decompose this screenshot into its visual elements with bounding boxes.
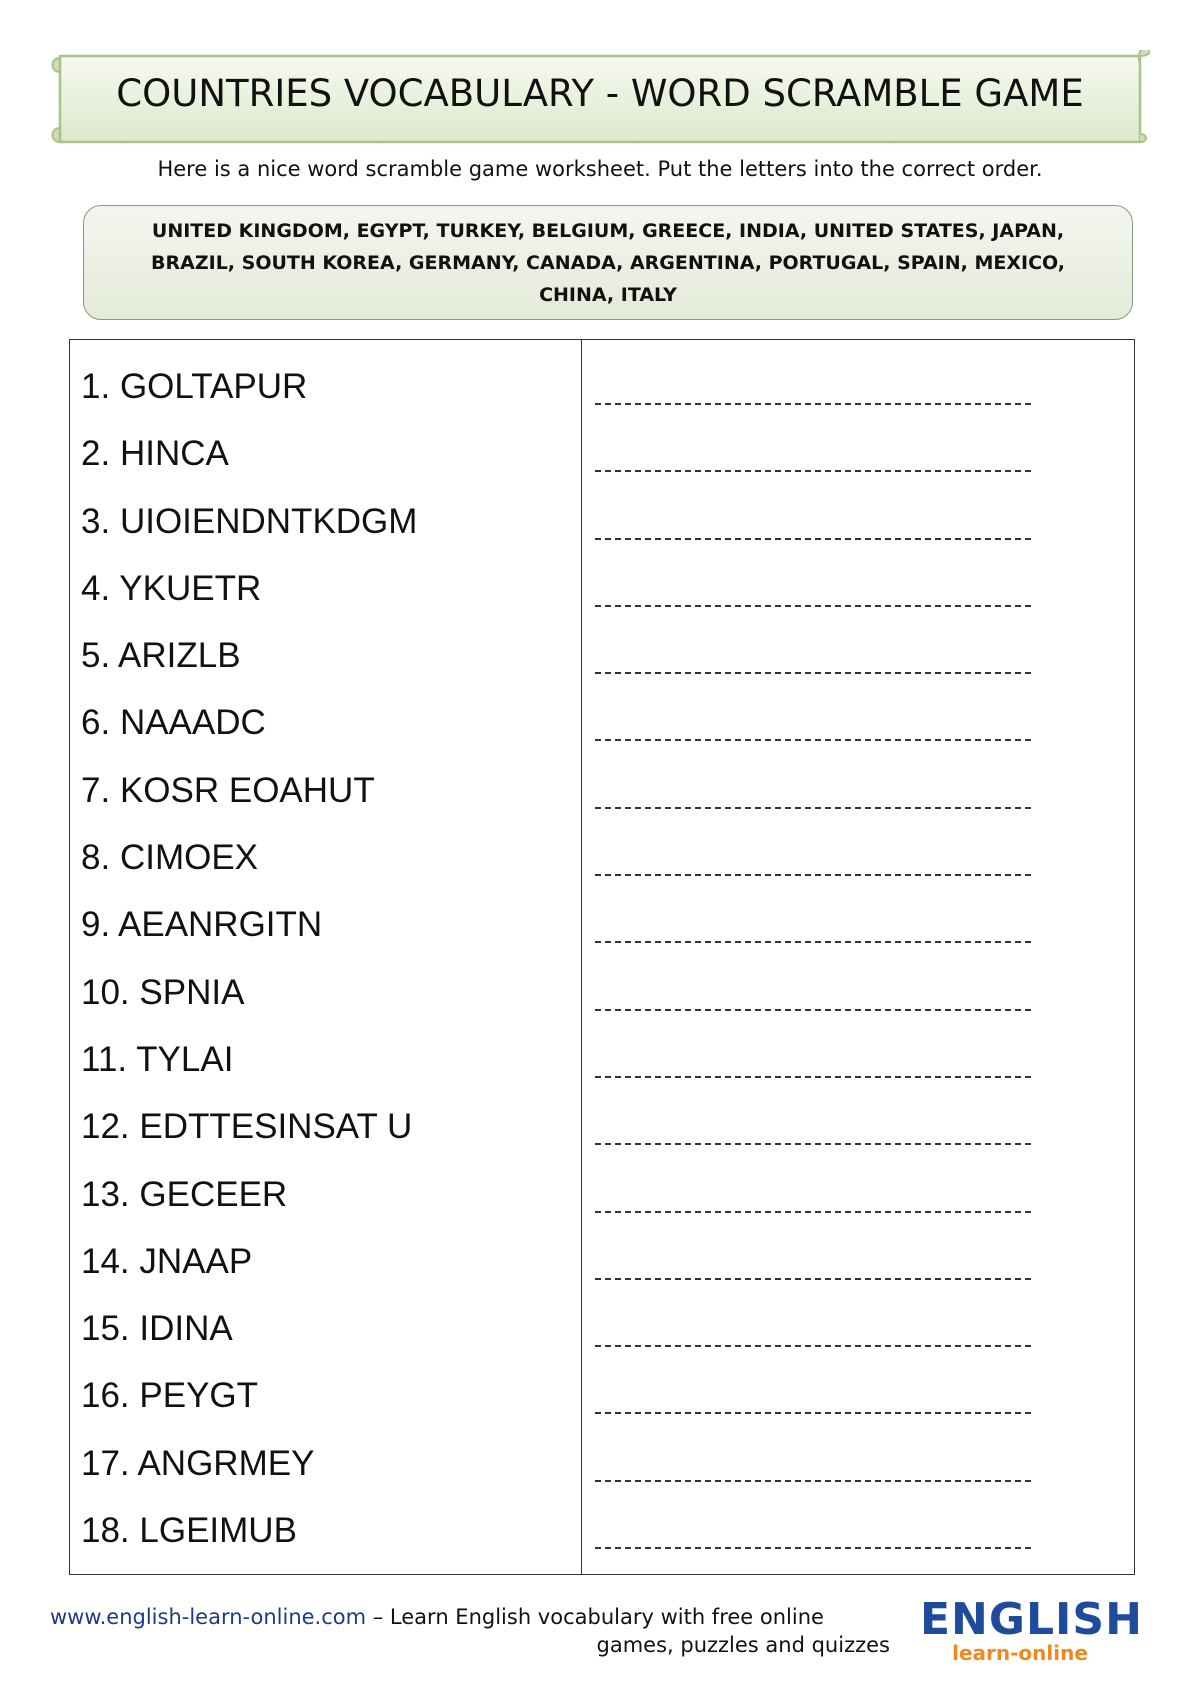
scrambled-letters: GOLTAPUR xyxy=(119,367,308,406)
puzzle-row xyxy=(70,1099,1134,1166)
puzzle-number: 14. xyxy=(81,1241,130,1281)
answer-blank[interactable] xyxy=(595,1301,1031,1347)
footer-tagline-1: – Learn English vocabulary with free online xyxy=(366,1605,824,1629)
scrambled-word xyxy=(81,1242,252,1282)
scrambled-letters: IDINA xyxy=(139,1309,233,1349)
puzzle-row xyxy=(70,1167,1134,1234)
puzzle-row xyxy=(70,1301,1134,1368)
scrambled-word xyxy=(81,1107,412,1147)
scrambled-letters: LGEIMUB xyxy=(139,1511,297,1551)
puzzle-number: 5. xyxy=(81,636,111,676)
footer-text xyxy=(50,1603,890,1659)
scrambled-letters: HINCA xyxy=(119,434,229,474)
answer-blank[interactable] xyxy=(595,1503,1031,1549)
scrambled-letters: CIMOEX xyxy=(119,838,259,878)
answer-blank[interactable] xyxy=(595,1032,1031,1078)
puzzle-number: 3. xyxy=(81,501,111,541)
puzzle-number: 1. xyxy=(81,367,111,406)
puzzle-number: 17. xyxy=(81,1443,130,1483)
scrambled-letters: PEYGT xyxy=(139,1376,259,1416)
scrambled-letters: ARIZLB xyxy=(118,636,241,676)
answer-blank[interactable] xyxy=(595,1167,1031,1213)
answer-blank[interactable] xyxy=(595,763,1031,809)
scrambled-letters: JNAAP xyxy=(139,1241,253,1281)
answer-blank[interactable] xyxy=(595,359,1031,405)
answer-blank[interactable] xyxy=(595,965,1031,1011)
puzzle-row xyxy=(70,426,1134,493)
logo-main-text: ENGLISH xyxy=(920,1594,1143,1645)
scrambled-letters: UIOIENDNTKDGM xyxy=(119,501,418,541)
answer-blank[interactable] xyxy=(595,494,1031,540)
scrambled-letters: AEANRGITN xyxy=(118,905,323,945)
puzzle-row xyxy=(70,830,1134,897)
word-bank-text: UNITED KINGDOM, EGYPT, TURKEY, BELGIUM, GREECE, INDIA, UNITED STATES, JAPAN, BRAZIL, SOUTH KOREA, GERMANY, CANADA, ARGENTINA, PORTUGAL, SPAIN, MEXICO, CHINA, ITALY xyxy=(151,219,1065,306)
puzzle-number: 18. xyxy=(81,1511,130,1551)
scrambled-word xyxy=(81,973,244,1013)
scrambled-word xyxy=(81,1309,233,1349)
word-bank-box xyxy=(83,205,1133,320)
scrambled-word xyxy=(81,1175,287,1215)
scrambled-word xyxy=(81,1444,314,1484)
scrambled-word xyxy=(81,636,241,676)
puzzle-number: 11. xyxy=(81,1039,128,1079)
scrambled-letters: ANGRMEY xyxy=(137,1443,315,1483)
puzzle-number: 8. xyxy=(81,838,111,878)
scrambled-word xyxy=(81,367,307,407)
scrambled-letters: SPNIA xyxy=(139,972,245,1012)
puzzle-row xyxy=(70,763,1134,830)
title-banner xyxy=(50,50,1150,150)
answer-blank[interactable] xyxy=(595,695,1031,741)
scrambled-word xyxy=(81,771,375,811)
scrambled-word xyxy=(81,434,229,474)
answer-blank[interactable] xyxy=(595,561,1031,607)
scrambled-letters: TYLAI xyxy=(136,1039,234,1079)
puzzle-row xyxy=(70,1032,1134,1099)
puzzle-row xyxy=(70,1503,1134,1570)
puzzle-table xyxy=(69,339,1135,1575)
puzzle-number: 16. xyxy=(81,1376,130,1416)
scrambled-word xyxy=(81,905,322,945)
puzzle-number: 12. xyxy=(81,1107,130,1147)
scrambled-letters: EDTTESINSAT U xyxy=(139,1107,413,1147)
scrambled-word xyxy=(81,1376,258,1416)
answer-blank[interactable] xyxy=(595,830,1031,876)
puzzle-number: 13. xyxy=(81,1174,130,1214)
scrambled-letters: YKUETR xyxy=(119,568,262,608)
answer-blank[interactable] xyxy=(595,1099,1031,1145)
scrambled-letters: NAAADC xyxy=(119,703,266,743)
answer-blank[interactable] xyxy=(595,628,1031,674)
scrambled-word xyxy=(81,1511,297,1551)
puzzle-row xyxy=(70,494,1134,561)
puzzle-row xyxy=(70,1368,1134,1435)
puzzle-number: 15. xyxy=(81,1309,130,1349)
scrambled-letters: KOSR EOAHUT xyxy=(119,770,375,810)
puzzle-row xyxy=(70,628,1134,695)
answer-blank[interactable] xyxy=(595,426,1031,472)
puzzle-number: 7. xyxy=(81,770,111,810)
puzzle-row xyxy=(70,897,1134,964)
scrambled-word xyxy=(81,838,258,878)
answer-blank[interactable] xyxy=(595,1436,1031,1482)
instructions-text: Here is a nice word scramble game worksheet. Put the letters into the correct order. xyxy=(157,157,1043,181)
page-title: COUNTRIES VOCABULARY - WORD SCRAMBLE GAME xyxy=(116,72,1084,115)
puzzle-row xyxy=(70,561,1134,628)
puzzle-number: 4. xyxy=(81,568,111,608)
puzzle-row xyxy=(70,965,1134,1032)
puzzle-number: 10. xyxy=(81,972,130,1012)
puzzle-row xyxy=(70,1234,1134,1301)
puzzle-row xyxy=(70,359,1134,426)
footer-url-link[interactable]: www.english-learn-online.com xyxy=(50,1605,367,1629)
scrambled-word xyxy=(81,502,417,542)
puzzle-number: 6. xyxy=(81,703,111,743)
puzzle-number: 9. xyxy=(81,905,111,945)
logo-sub-text: learn-online xyxy=(952,1641,1088,1665)
answer-blank[interactable] xyxy=(595,897,1031,943)
scrambled-letters: GECEER xyxy=(139,1174,288,1214)
answer-blank[interactable] xyxy=(595,1368,1031,1414)
puzzle-number: 2. xyxy=(81,434,111,474)
footer-tagline-2: games, puzzles and quizzes xyxy=(596,1633,890,1657)
puzzle-rows xyxy=(70,359,1134,1570)
puzzle-row xyxy=(70,1436,1134,1503)
site-logo xyxy=(920,1594,1143,1668)
scrambled-word xyxy=(81,703,266,743)
puzzle-row xyxy=(70,695,1134,762)
scrambled-word xyxy=(81,1040,233,1080)
answer-blank[interactable] xyxy=(595,1234,1031,1280)
scrambled-word xyxy=(81,569,261,609)
